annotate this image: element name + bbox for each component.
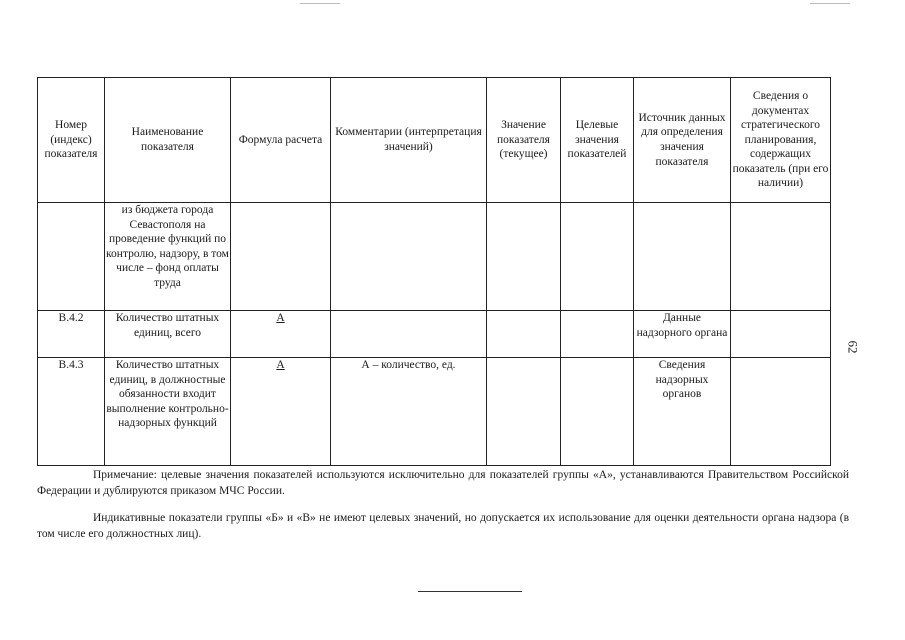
- note-paragraph: [37, 510, 849, 542]
- cell-comment: [331, 203, 487, 311]
- header-comment: Комментарии (интерпретация значений): [331, 78, 487, 203]
- cell-value: [487, 311, 561, 358]
- cell-name: Количество штатных единиц, всего: [105, 311, 231, 358]
- cell-name: Количество штатных единиц, в должностные обязанности входит выполнение контрольно-надзорных функций: [105, 358, 231, 466]
- cell-source: Данные надзорного органа: [634, 311, 731, 358]
- table-row: [38, 203, 831, 311]
- cell-name: из бюджета города Севастополя на проведение функций по контролю, надзору, в том числе – фонд оплаты труда: [105, 203, 231, 311]
- header-value: Значение показателя (текущее): [487, 78, 561, 203]
- header-name: Наименование показателя: [105, 78, 231, 203]
- cell-comment: [331, 311, 487, 358]
- cell-docs: [731, 358, 831, 466]
- header-formula: Формула расчета: [231, 78, 331, 203]
- header-docs: Сведения о документах стратегического планирования, содержащих показатель (при его наличии): [731, 78, 831, 203]
- cell-index: В.4.2: [38, 311, 105, 358]
- cell-target: [561, 311, 634, 358]
- cell-index: [38, 203, 105, 311]
- cell-formula: [231, 203, 331, 311]
- header-target: Целевые значения показателей: [561, 78, 634, 203]
- cell-docs: [731, 203, 831, 311]
- footer-divider: [418, 591, 522, 592]
- note-text: Примечание: целевые значения показателей используются исключительно для показателей группы «А», устанавливаются Правительством Российской Федерации и дублируются приказом МЧС России.: [37, 469, 849, 497]
- cell-value: [487, 358, 561, 466]
- header-source: Источник данных для определения значения показателя: [634, 78, 731, 203]
- cell-comment: А – количество, ед.: [331, 358, 487, 466]
- cell-target: [561, 203, 634, 311]
- cell-target: [561, 358, 634, 466]
- scan-artifact: [810, 3, 850, 4]
- cell-formula: А: [231, 311, 331, 358]
- header-index: Номер (индекс) показателя: [38, 78, 105, 203]
- table-header-row: [38, 78, 831, 203]
- cell-docs: [731, 311, 831, 358]
- page-number: 62: [845, 340, 861, 354]
- scan-artifact: [300, 3, 340, 4]
- cell-source: Сведения надзорных органов: [634, 358, 731, 466]
- cell-source: [634, 203, 731, 311]
- note-text: Индикативные показатели группы «Б» и «В» не имеют целевых значений, но допускается их использование для оценки деятельности органа надзора (в том числе его должностных лиц).: [37, 512, 849, 540]
- note-paragraph: [37, 467, 849, 499]
- cell-formula: А: [231, 358, 331, 466]
- indicators-table: [37, 77, 831, 466]
- table-row: [38, 358, 831, 466]
- cell-index: В.4.3: [38, 358, 105, 466]
- table-row: [38, 311, 831, 358]
- cell-value: [487, 203, 561, 311]
